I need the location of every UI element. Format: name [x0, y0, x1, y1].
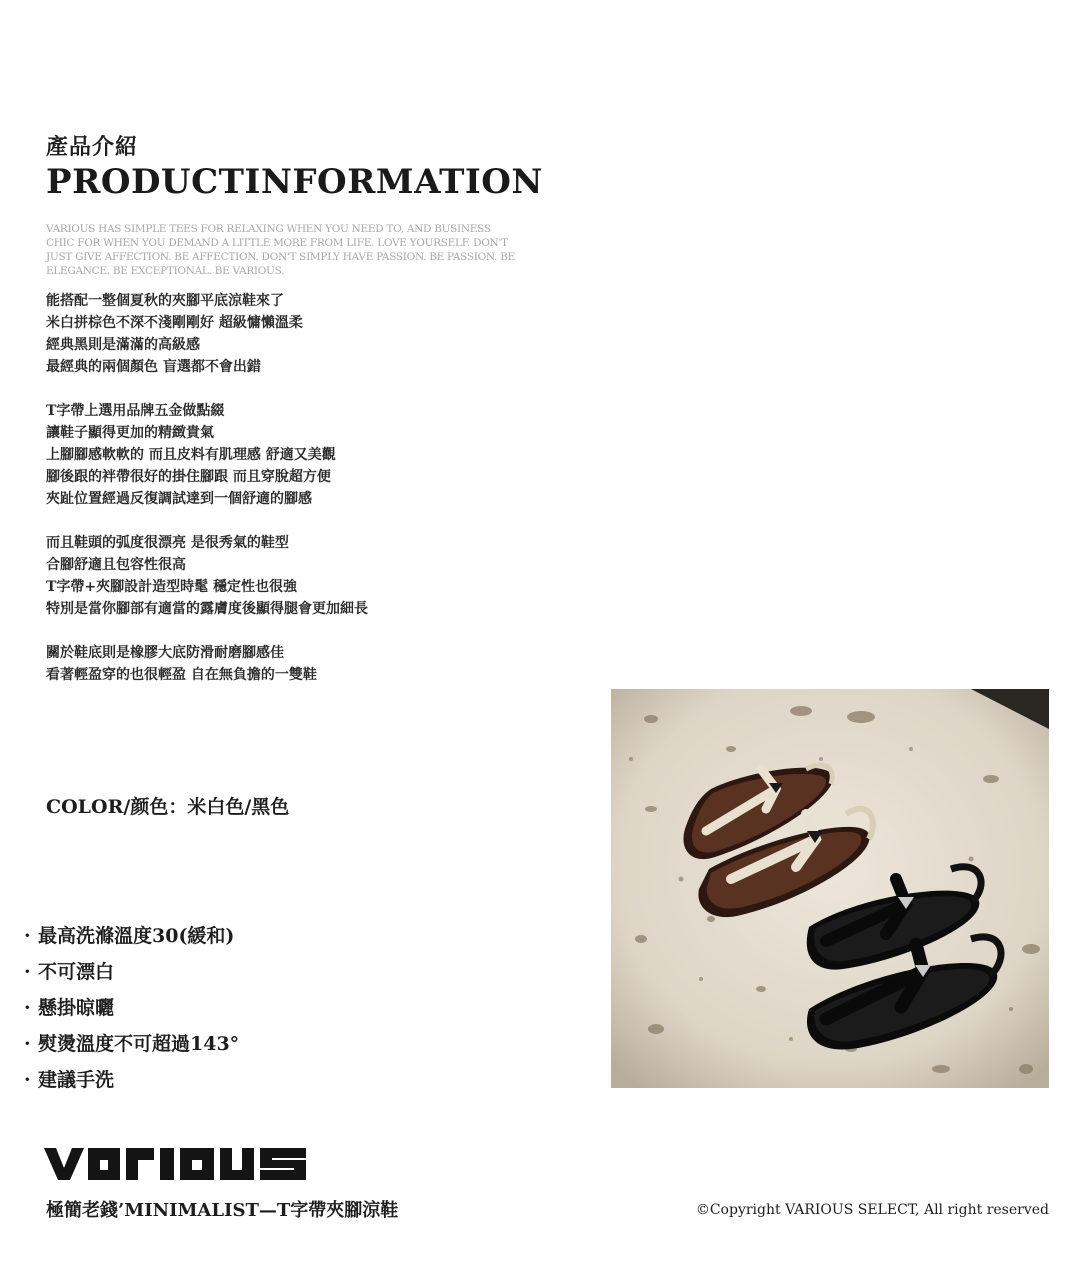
description-line: 最經典的兩個顏色 盲選都不會出錯	[46, 359, 261, 375]
color-info: COLOR/颜色：米白色/黑色	[46, 796, 290, 818]
care-item	[24, 918, 239, 954]
care-item	[24, 990, 239, 1026]
description-line: 而且鞋頭的弧度很漂亮 是很秀氣的鞋型	[46, 535, 289, 551]
description-line: 腳後跟的袢帶很好的掛住腳跟 而且穿脫超方便	[46, 469, 331, 485]
care-item-label: 熨燙溫度不可超過143°	[38, 1033, 240, 1055]
description-line: 經典黑則是滿滿的高級感	[46, 337, 200, 353]
bullet-icon: ·	[24, 925, 31, 947]
care-item-label: 懸掛晾曬	[38, 997, 115, 1019]
bullet-icon: ·	[24, 1069, 31, 1091]
description-line: 上腳腳感軟軟的 而且皮料有肌理感 舒適又美觀	[46, 447, 336, 463]
product-description	[46, 290, 566, 708]
bullet-icon: ·	[24, 997, 31, 1019]
description-paragraph	[46, 290, 566, 378]
product-name: 極簡老錢’MINIMALIST—T字帶夾腳涼鞋	[46, 1200, 399, 1221]
description-line: 關於鞋底則是橡膠大底防滑耐磨腳感佳	[46, 645, 284, 661]
care-item-label: 建議手洗	[38, 1069, 115, 1091]
description-line: 合腳舒適且包容性很高	[46, 557, 186, 573]
care-item-label: 最高洗滌溫度30(緩和)	[38, 925, 235, 947]
bullet-icon: ·	[24, 1033, 31, 1055]
brand-logo	[44, 1142, 310, 1186]
bullet-icon: ·	[24, 961, 31, 983]
care-item-label: 不可漂白	[38, 961, 115, 983]
care-instructions	[24, 918, 239, 1098]
sandals-image	[611, 689, 1049, 1088]
description-line: 看著輕盈穿的也很輕盈 自在無負擔的一雙鞋	[46, 667, 317, 683]
care-item	[24, 1026, 239, 1062]
description-line: 讓鞋子顯得更加的精緻貴氣	[46, 425, 214, 441]
section-title-en: PRODUCTINFORMATION	[46, 162, 543, 202]
brand-tagline: VARIOUS HAS SIMPLE TEES FOR RELAXING WHEN YOU NEED TO, AND BUSINESS CHIC FOR WHEN YOU DEMAND A LITTLE MORE FROM LIFE. LOVE YOURSELF. DON'T JUST GIVE AFFECTION. BE AFFECTION. DON'T SIMPLY HAVE PASSION. BE PASSION. BE ELEGANCE. BE EXCEPTIONAL. BE VARIOUS.	[46, 223, 515, 277]
description-line: 能搭配一整個夏秋的夾腳平底涼鞋來了	[46, 293, 284, 309]
section-title-cn: 產品介紹	[46, 134, 139, 160]
description-paragraph	[46, 400, 566, 510]
description-line: 特別是當你腳部有適當的露膚度後顯得腿會更加細長	[46, 601, 368, 617]
various-logo-wordmark	[44, 1142, 310, 1182]
care-item	[24, 954, 239, 990]
description-line: 夾趾位置經過反復調試達到一個舒適的腳感	[46, 491, 312, 507]
care-item	[24, 1062, 239, 1098]
product-photo	[611, 689, 1049, 1088]
description-paragraph	[46, 532, 566, 620]
description-paragraph	[46, 642, 566, 686]
description-line: T字帶上選用品牌五金做點綴	[46, 403, 225, 419]
description-line: T字帶+夾腳設計造型時髦 穩定性也很強	[46, 579, 298, 595]
description-line: 米白拼棕色不深不淺剛剛好 超級慵懶溫柔	[46, 315, 303, 331]
copyright-notice: ©Copyright VARIOUS SELECT, All right reserved	[695, 1202, 1049, 1218]
